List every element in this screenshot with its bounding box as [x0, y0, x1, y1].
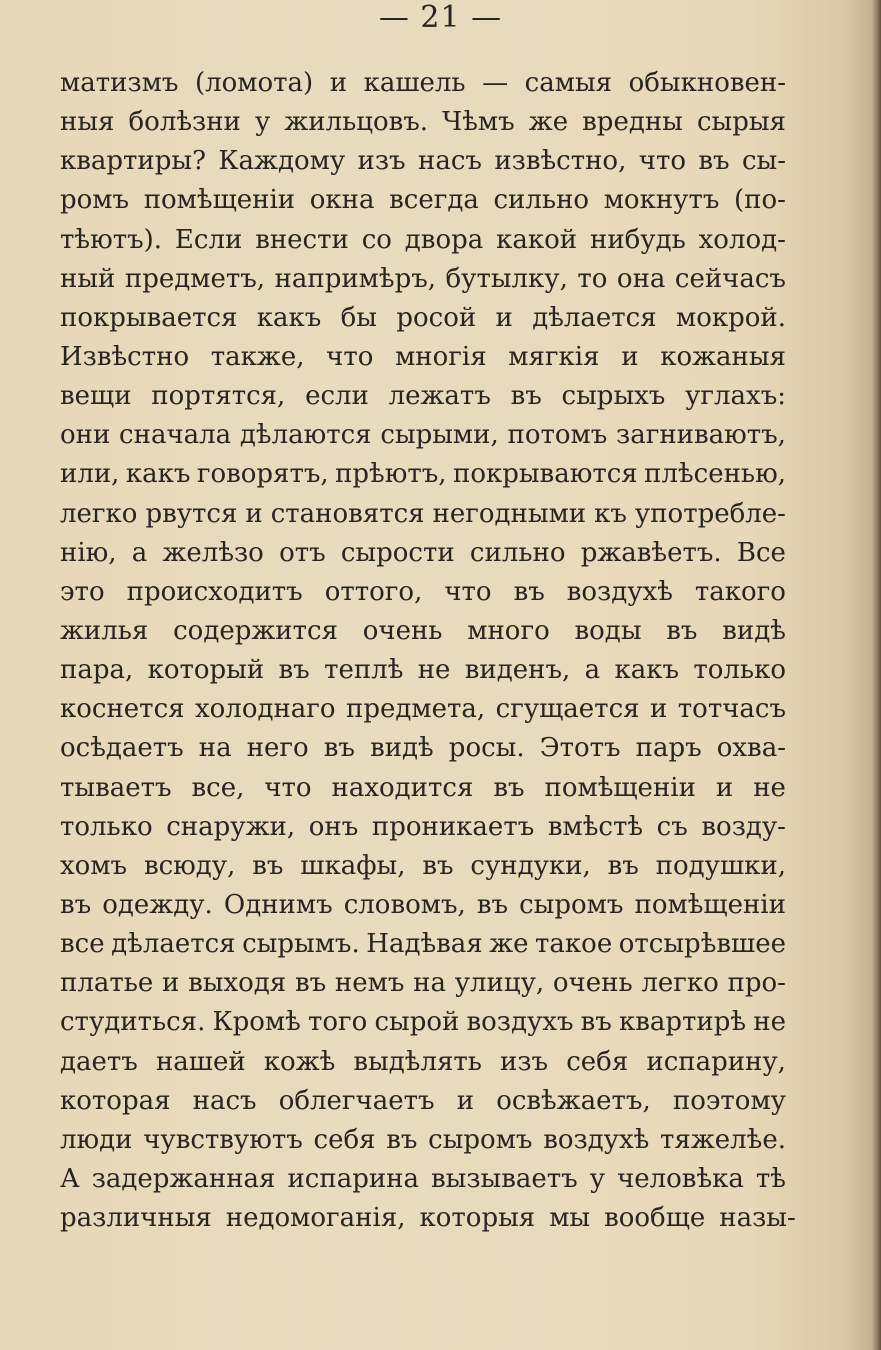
word: въ [476, 889, 509, 920]
word: къ [594, 498, 627, 529]
word: въ [513, 576, 545, 607]
text-line [60, 1082, 786, 1121]
word: покрываются [452, 459, 638, 490]
word: легко [641, 968, 719, 999]
word: сырымъ. [242, 929, 360, 960]
word: ный [60, 263, 116, 294]
word: въ [252, 850, 284, 881]
text-line [60, 260, 786, 299]
word: также, [210, 341, 305, 372]
word: квартиры? [60, 146, 207, 177]
word: отсырѣвшее [618, 929, 786, 960]
word: а [131, 537, 148, 568]
word: и [621, 341, 639, 372]
word: рвутся [145, 498, 238, 529]
word: не [753, 1007, 786, 1038]
word: въ [493, 772, 525, 803]
word: такого [694, 576, 786, 607]
word: хомъ [60, 850, 128, 881]
text-line [60, 964, 786, 1003]
word: ромъ [60, 185, 130, 216]
word: А [60, 1163, 80, 1194]
word: тѣютъ). [60, 224, 163, 255]
word: мокнутъ [603, 185, 720, 216]
word: сначала [119, 420, 232, 451]
word: освѣжаетъ, [496, 1085, 651, 1116]
word: всегда [389, 185, 479, 216]
word: самыя [524, 68, 613, 98]
word: ныя [60, 107, 115, 138]
word: тываетъ [60, 772, 172, 803]
word: матизмъ [60, 68, 179, 98]
text-line [60, 808, 786, 847]
word: у [589, 1163, 606, 1194]
text-line [60, 142, 786, 181]
text-line [60, 651, 786, 690]
word: сырыми, [380, 420, 499, 451]
word: покрывается [60, 302, 238, 333]
word: происходитъ [126, 576, 303, 607]
word: поэтому [672, 1085, 786, 1116]
text-line [60, 103, 786, 142]
word: проникаетъ [371, 811, 535, 842]
word: жилья [60, 615, 149, 646]
word: съ [656, 811, 688, 842]
word: это [60, 576, 105, 607]
word: только [60, 811, 153, 842]
word: кожѣ [263, 1046, 336, 1077]
word: вообще [604, 1203, 706, 1234]
word: они [60, 420, 111, 451]
text-line [60, 534, 786, 573]
word: помѣщеніи [143, 185, 296, 216]
word: чувствуютъ [143, 1124, 303, 1155]
word: не [753, 772, 786, 803]
word: желѣзо [162, 537, 264, 568]
word: дѣлается [532, 302, 657, 333]
word: и [649, 694, 668, 725]
word: человѣка [617, 1163, 744, 1194]
word: въ [580, 1007, 612, 1038]
text-line [60, 925, 786, 964]
word: что [326, 341, 374, 372]
word: всюду, [143, 850, 236, 881]
word: и [329, 68, 348, 98]
word: себя [566, 1046, 629, 1077]
word: воздухъ [466, 1007, 574, 1038]
word: вызываетъ [431, 1163, 578, 1194]
word: воды [574, 615, 642, 646]
word: сырыя [696, 107, 786, 138]
word: плѣсенью, [644, 459, 786, 490]
word: какъ [256, 302, 322, 333]
word: выходя [188, 968, 287, 999]
text-line [60, 64, 786, 103]
page-body-text [60, 64, 796, 1238]
word: одежду. [102, 889, 213, 920]
word: окна [309, 185, 375, 216]
word: мы [549, 1203, 591, 1234]
word: же [528, 107, 569, 138]
word: что [264, 772, 312, 803]
word: въ [422, 850, 454, 881]
word: осѣдаетъ [60, 733, 184, 764]
word: помѣщеніи [634, 889, 786, 920]
word: легко [60, 498, 138, 529]
word: квартирѣ [619, 1007, 747, 1038]
text-line [60, 690, 786, 729]
word: сыромъ [428, 1124, 533, 1155]
word: и [162, 968, 180, 999]
word: сы- [741, 146, 786, 177]
text-line [60, 729, 786, 768]
word: ржавѣетъ. [580, 537, 722, 568]
word: говорятъ, [196, 459, 329, 490]
word: Все [736, 537, 786, 568]
word: сильно [493, 185, 590, 216]
text-line [60, 769, 786, 808]
word: пара, [60, 655, 134, 686]
text-line [60, 1199, 796, 1238]
word: или, [60, 459, 120, 490]
word: предмета, [346, 694, 486, 725]
word: кашель [363, 68, 466, 98]
word: паръ [635, 733, 702, 764]
word: немъ [334, 968, 405, 999]
word: улицу, [454, 968, 545, 999]
word: если [305, 381, 369, 412]
word: прѣютъ, [335, 459, 447, 490]
word: облегчаетъ [278, 1085, 435, 1116]
word: же [489, 929, 529, 960]
word: болѣзни [128, 107, 241, 138]
word: — [482, 68, 509, 98]
word: Извѣстно [60, 341, 190, 372]
text-line [60, 299, 786, 338]
word: въ [607, 850, 639, 881]
word: въ [60, 889, 92, 920]
word: сыромъ [519, 889, 624, 920]
word: различныя [60, 1203, 212, 1234]
word: дѣлается [111, 929, 236, 960]
word: нію, [60, 537, 117, 568]
word: нибудь [589, 224, 686, 255]
word: испарину, [646, 1046, 786, 1077]
word: нашей [155, 1046, 246, 1077]
word: (по- [734, 185, 786, 216]
word: въ [323, 733, 355, 764]
word: только [693, 655, 786, 686]
word: какъ [125, 459, 191, 490]
word: тѣ [755, 1163, 786, 1194]
word: на [413, 968, 446, 999]
word: сырой [374, 1007, 460, 1038]
word: виденъ, [464, 655, 571, 686]
text-line [60, 221, 786, 260]
word: шкафы, [300, 850, 406, 881]
word: и [495, 302, 513, 333]
word: употребле- [634, 498, 786, 529]
word: все, [191, 772, 245, 803]
word: сильно [469, 537, 566, 568]
word: про- [727, 968, 786, 999]
word: онъ [308, 811, 359, 842]
page-edge-shadow [871, 0, 881, 1350]
word: кожаныя [660, 341, 786, 372]
word: задержанная [91, 1163, 276, 1194]
word: портятся, [151, 381, 286, 412]
word: вмѣстѣ [547, 811, 644, 842]
word: жильцовъ. [284, 107, 429, 138]
word: находится [331, 772, 474, 803]
word: въ [278, 655, 310, 686]
word: лежатъ [388, 381, 491, 412]
word: загниваютъ, [616, 420, 786, 451]
word: и [715, 772, 734, 803]
text-line [60, 1003, 786, 1042]
word: воздухѣ [543, 1124, 650, 1155]
word: насъ [192, 1085, 257, 1116]
text-line [60, 338, 786, 377]
word: въ [294, 968, 327, 999]
word: сгущается [495, 694, 640, 725]
word: оттого, [324, 576, 423, 607]
word: въ [666, 615, 698, 646]
word: платье [60, 968, 154, 999]
word: вещи [60, 381, 132, 412]
word: дѣлаются [239, 420, 372, 451]
word: со [361, 224, 392, 255]
word: внести [255, 224, 349, 255]
word: насъ [418, 146, 482, 177]
text-line [60, 416, 786, 455]
word: а [584, 655, 601, 686]
text-line [60, 847, 786, 886]
text-line [60, 573, 786, 612]
word: сырости [340, 537, 455, 568]
word: подушки, [655, 850, 786, 881]
word: теплѣ [324, 655, 404, 686]
word: недомоганія, [225, 1203, 406, 1234]
text-line [60, 1043, 786, 1082]
word: что [444, 576, 492, 607]
word: потомъ [507, 420, 608, 451]
word: что [638, 146, 686, 177]
word: вредны [582, 107, 683, 138]
word: которая [60, 1085, 171, 1116]
word: испарина [287, 1163, 419, 1194]
word: сундуки, [470, 850, 591, 881]
word: росы. [448, 733, 525, 764]
word: Однимъ [223, 889, 333, 920]
text-line [60, 886, 786, 925]
text-line [60, 377, 786, 416]
word: изъ [357, 146, 406, 177]
word: очень [362, 615, 443, 646]
word: возду- [701, 811, 786, 842]
word: двора [404, 224, 484, 255]
word: очень [552, 968, 633, 999]
word: изъ [500, 1046, 549, 1077]
word: Этотъ [539, 733, 621, 764]
word: холод- [698, 224, 786, 255]
word: Надѣвая [366, 929, 483, 960]
word: какъ [614, 655, 680, 686]
word: бы [340, 302, 378, 333]
word: она [616, 263, 666, 294]
word: студиться. [60, 1007, 206, 1038]
text-line [60, 1121, 786, 1160]
word: словомъ, [343, 889, 466, 920]
word: все [60, 929, 105, 960]
word: себя [313, 1124, 376, 1155]
word: воздухѣ [566, 576, 673, 607]
word: извѣстно, [494, 146, 627, 177]
word: многія [395, 341, 487, 372]
word: въ [386, 1124, 418, 1155]
word: содержится [173, 615, 338, 646]
word: сейчасъ [674, 263, 786, 294]
word: коснется [60, 694, 185, 725]
word: сырыхъ [561, 381, 666, 412]
text-line [60, 1160, 786, 1199]
text-line [60, 455, 786, 494]
word: у [254, 107, 271, 138]
word: снаружи, [166, 811, 296, 842]
word: даетъ [60, 1046, 138, 1077]
word: Кромѣ [212, 1007, 301, 1038]
text-line [60, 181, 786, 220]
word: видѣ [370, 733, 434, 764]
word: тотчасъ [677, 694, 786, 725]
word: него [246, 733, 309, 764]
word: мокрой. [675, 302, 786, 333]
word: предметъ, [124, 263, 266, 294]
word: въ [510, 381, 542, 412]
word: на [198, 733, 232, 764]
word: (ломота) [194, 68, 314, 98]
text-line [60, 612, 786, 651]
word: бутылку, [445, 263, 568, 294]
word: тяжелѣе. [660, 1124, 786, 1155]
word: много [467, 615, 550, 646]
word: который [147, 655, 265, 686]
word: углахъ: [685, 381, 786, 412]
word: напримѣръ, [274, 263, 437, 294]
word: и [245, 498, 263, 529]
word: люди [60, 1124, 133, 1155]
word: Чѣмъ [442, 107, 515, 138]
word: не [417, 655, 451, 686]
word: обыкновен- [628, 68, 786, 98]
page-number: — 21 — [378, 0, 503, 35]
word: видѣ [722, 615, 786, 646]
word: и [456, 1085, 475, 1116]
word: то [577, 263, 608, 294]
text-line [60, 495, 786, 534]
word: охва- [716, 733, 786, 764]
word: мягкія [508, 341, 600, 372]
word: помѣщеніи [544, 772, 696, 803]
word: отъ [279, 537, 326, 568]
word: въ [698, 146, 730, 177]
word: назы- [719, 1203, 796, 1234]
word: какой [496, 224, 578, 255]
word: того [308, 1007, 368, 1038]
word: негодными [432, 498, 587, 529]
word: росой [396, 302, 477, 333]
word: становятся [270, 498, 425, 529]
word: холоднаго [194, 694, 336, 725]
word: такое [535, 929, 613, 960]
word: Если [174, 224, 243, 255]
word: Каждому [218, 146, 346, 177]
word: выдѣлять [353, 1046, 482, 1077]
word: которыя [419, 1203, 536, 1234]
